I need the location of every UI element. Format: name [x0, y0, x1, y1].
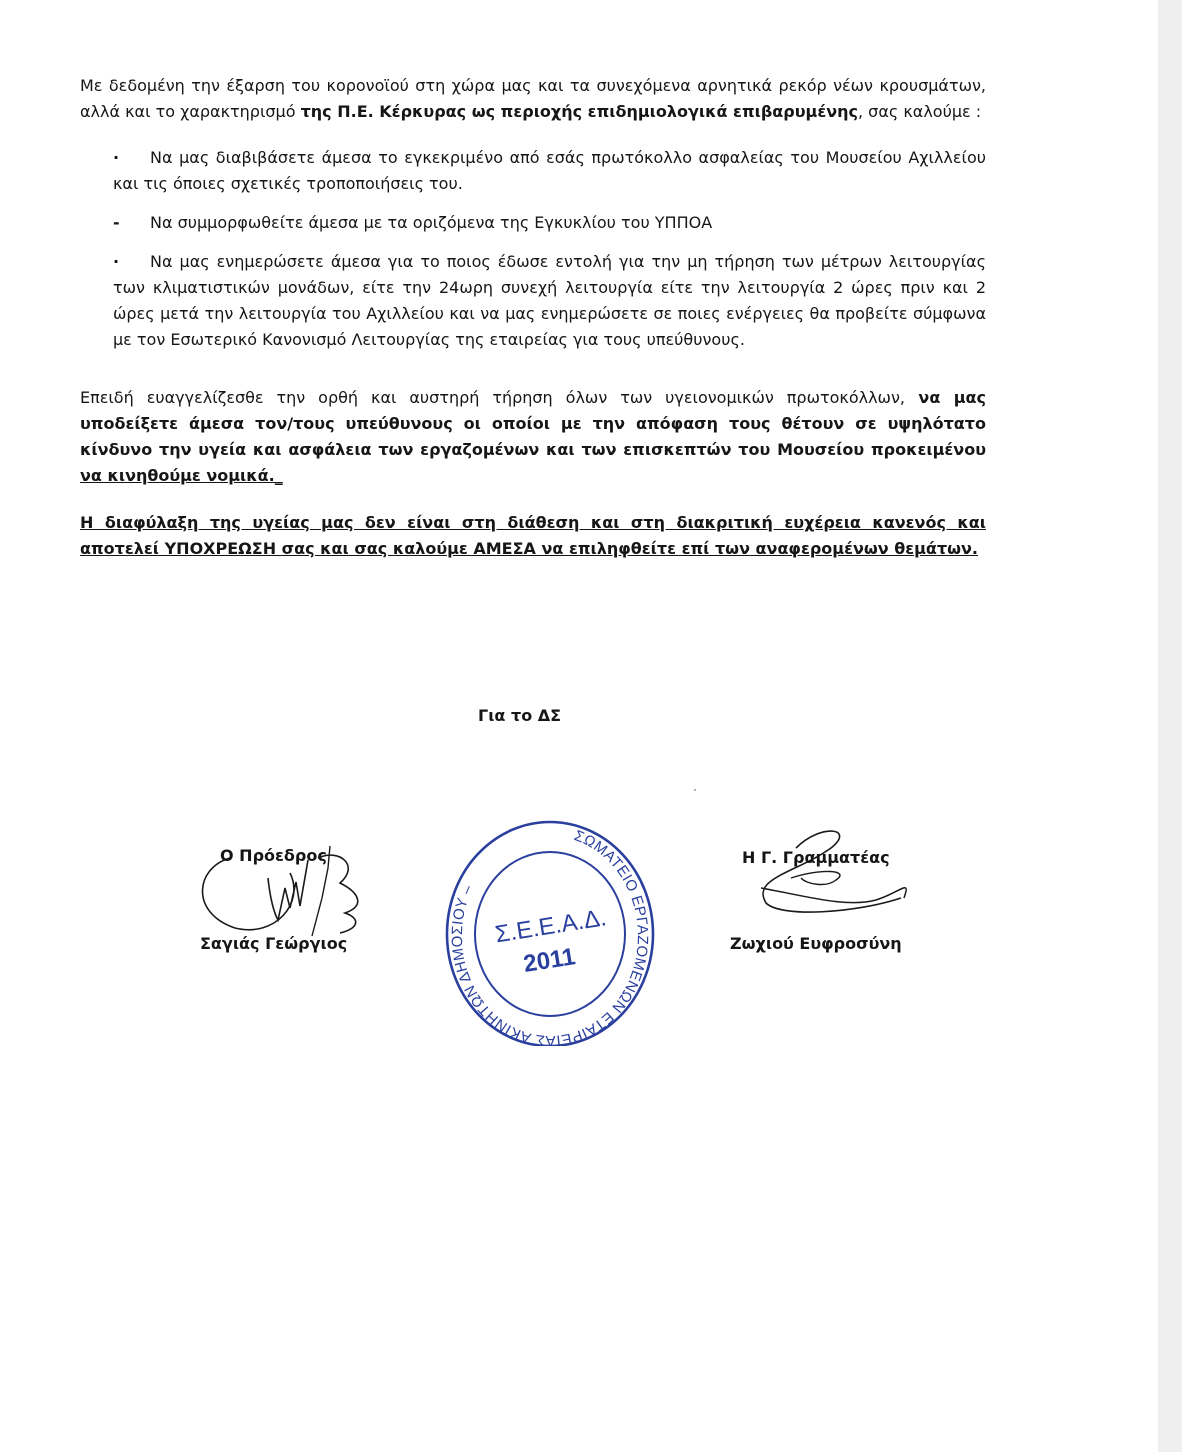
demand-text: Επειδή ευαγγελίζεσθε την ορθή και αυστηρή τήρηση όλων των υγειονομικών πρωτοκόλλων,: [80, 388, 905, 407]
list-item-text: Να μας διαβιβάσετε άμεσα το εγκεκριμένο από εσάς πρωτόκολλο ασφαλείας του Μουσείου Αχιλλείου και τις όποιες σχετικές τροποποιήσεις του.: [113, 148, 986, 193]
intro-text: Με δεδομένη την έξαρση του κορονοϊού στη χώρα μας και τα συνεχόμενα αρνητικά ρεκόρ νέων κρουσμάτων, αλλά και το χαρακτηρισμό: [80, 76, 986, 121]
secretary-name: Ζωχιού Ευφροσύνη: [730, 934, 902, 953]
page-margin-strip: [1158, 0, 1182, 1452]
svg-text:ΣΩΜΑΤΕΙΟ ΕΡΓΑΖΟΜΕΝΩΝ ΕΤΑΙΡΕΙΑΣ: ΣΩΜΑΤΕΙΟ ΕΡΓΑΖΟΜΕΝΩΝ ΕΤΑΙΡΕΙΑΣ ΑΚΙΝΗΤΩΝ ΔΗΜΟΣΙΟΥ –: [448, 827, 652, 1046]
demand-underlined-text: να κινηθούμε νομικά._: [80, 466, 283, 485]
closing-paragraph: Η διαφύλαξη της υγείας μας δεν είναι στη διάθεση και στη διακριτική ευχέρεια κανενός και αποτελεί ΥΠΟΧΡΕΩΣΗ σας και σας καλούμε ΑΜΕΣΑ να επιληφθείτε επί των αναφερομένων θεμάτων.: [80, 513, 986, 558]
union-stamp: [440, 806, 660, 1046]
bullet-marker: -: [113, 213, 120, 232]
list-item: [113, 145, 986, 197]
svg-text:Σ.Ε.Ε.Α.Δ.: Σ.Ε.Ε.Α.Δ.: [493, 904, 609, 949]
svg-text:2011: 2011: [521, 943, 578, 978]
secretary-title: Η Γ. Γραμματέας: [742, 848, 890, 867]
president-title: Ο Πρόεδρος: [220, 846, 327, 865]
president-name: Σαγιάς Γεώργιος: [200, 934, 348, 953]
for-board-label: Για το ΔΣ: [478, 706, 562, 725]
president-signature: [190, 838, 390, 948]
list-item: [113, 249, 986, 353]
secretary-signature: [736, 818, 926, 928]
intro-bold-text: της Π.Ε. Κέρκυρας ως περιοχής επιδημιολογικά επιβαρυμένης: [300, 102, 858, 121]
list-item-text: Να μας ενημερώσετε άμεσα για το ποιος έδωσε εντολή για την μη τήρηση των μέτρων λειτουργίας των κλιματιστικών μονάδων, είτε την 24ωρη συνεχή λειτουργία είτε την λειτουργία 2 ώρες πριν και 2 ώρες μετά την λειτουργία του Αχιλλείου και να μας ενημερώσετε σε ποιες ενέργειες θα προβείτε σύμφωνα με τον Εσωτερικό Κανονισμό Λειτουργίας της εταιρείας για τους υπεύθυνους.: [113, 252, 986, 349]
demand-paragraph: [80, 385, 986, 489]
letter-body: [80, 73, 986, 562]
intro-text-end: , σας καλούμε :: [858, 102, 982, 121]
list-item: [113, 210, 986, 236]
list-item-text: Να συμμορφωθείτε άμεσα με τα οριζόμενα της Εγκυκλίου του ΥΠΠΟΑ: [150, 213, 713, 232]
intro-paragraph: [80, 73, 986, 125]
scan-speck: [694, 789, 696, 791]
demands-list: [80, 145, 986, 353]
bullet-marker: ·: [113, 252, 120, 271]
demand-bold-text: να μας υποδείξετε άμεσα τον/τους υπεύθυνους οι οποίοι με την απόφαση τους θέτουν σε υψηλότατο κίνδυνο την υγεία και ασφάλεια των εργαζομένων και των επισκεπτών του Μουσείου προκειμένου: [80, 388, 987, 459]
bullet-marker: ·: [113, 148, 120, 167]
